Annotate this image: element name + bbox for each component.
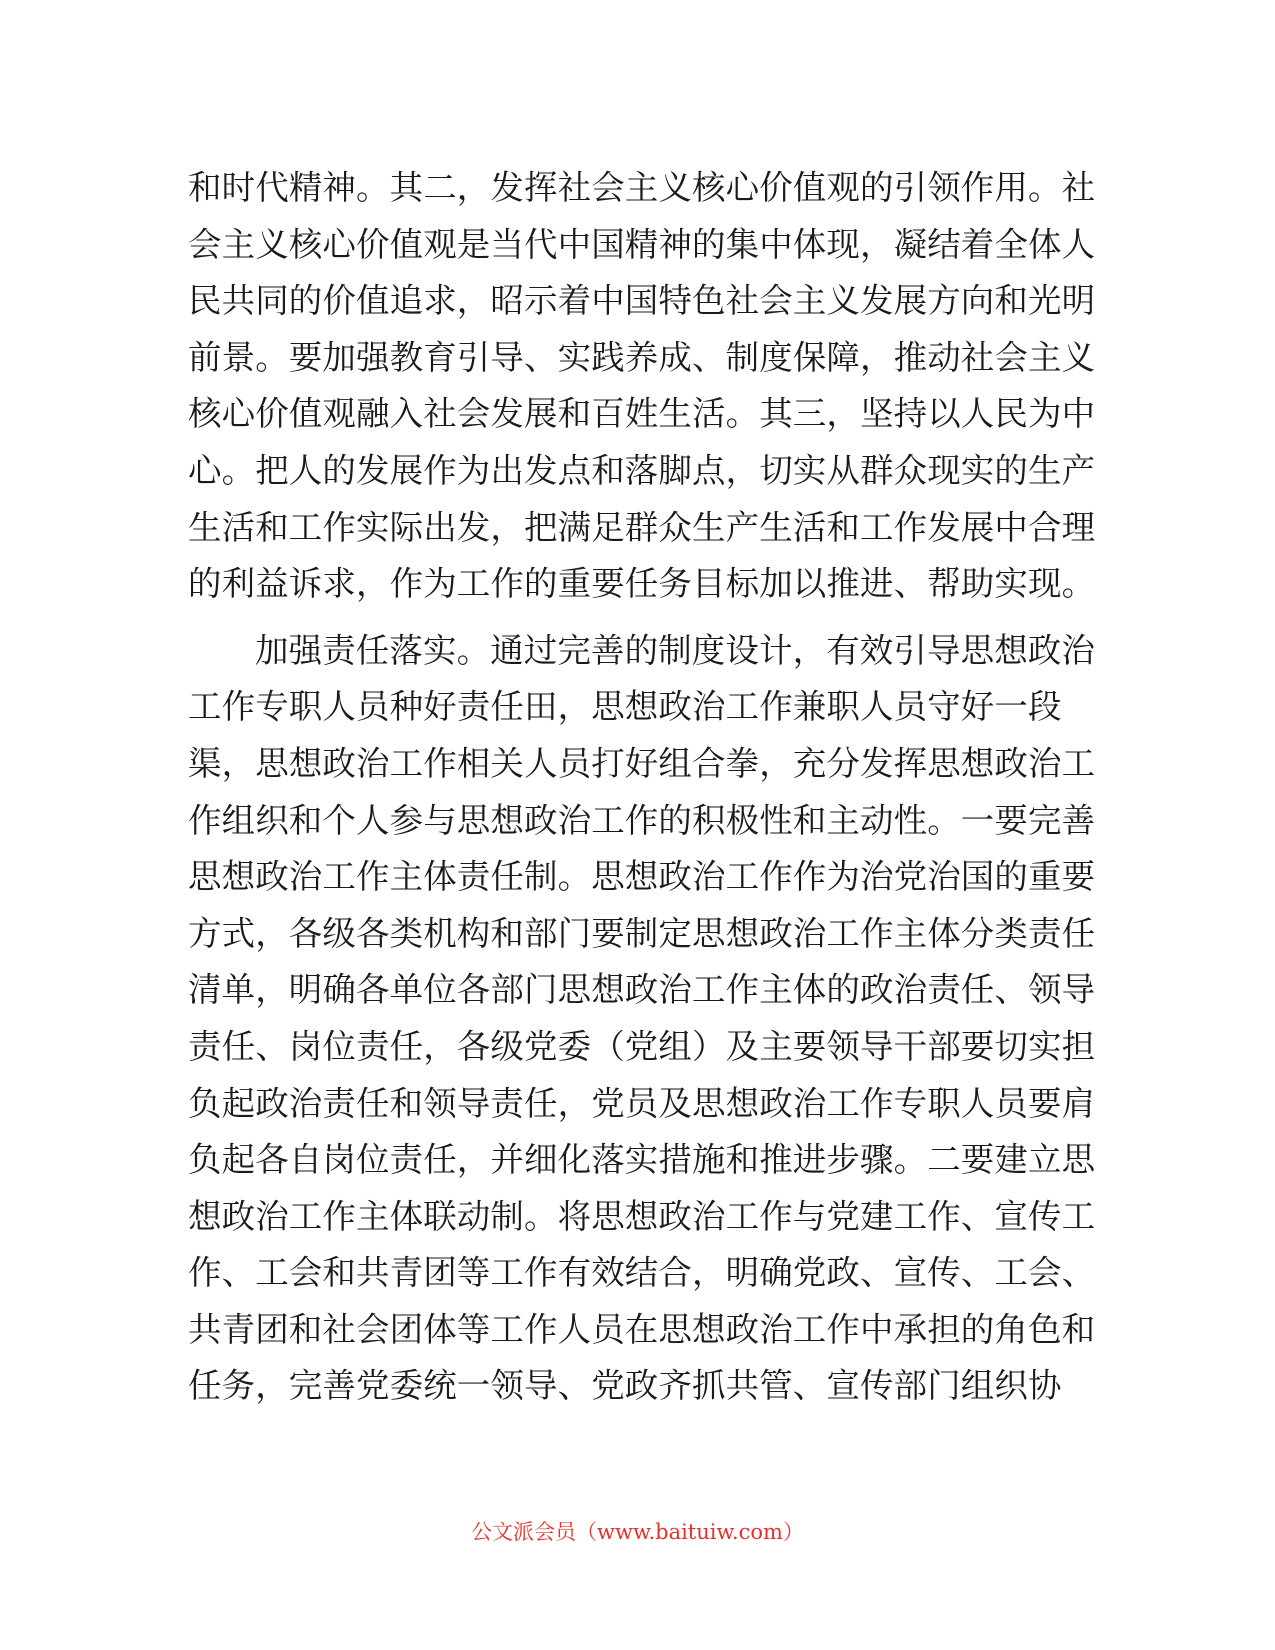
text-line: 心。把人的发展作为出发点和落脚点，切实从群众现实的生产 [188, 450, 1096, 490]
text-line: 清单，明确各单位各部门思想政治工作主体的政治责任、领导 [188, 970, 1096, 1010]
text-line: 负起政治责任和领导责任，党员及思想政治工作专职人员要肩 [188, 1083, 1096, 1123]
text-line: 的利益诉求，作为工作的重要任务目标加以推进、帮助实现。 [188, 564, 1096, 604]
paragraph-1 [188, 160, 1096, 613]
text-line: 生活和工作实际出发，把满足群众生产生活和工作发展中合理 [188, 507, 1096, 547]
text-line: 任务，完善党委统一领导、党政齐抓共管、宣传部门组织协 [188, 1366, 1062, 1406]
text-line: 思想政治工作主体责任制。思想政治工作作为治党治国的重要 [188, 857, 1096, 897]
text-line: 核心价值观融入社会发展和百姓生活。其三，坚持以人民为中 [188, 394, 1096, 434]
text-line: 会主义核心价值观是当代中国精神的集中体现，凝结着全体人 [188, 224, 1096, 264]
text-line: 工作专职人员种好责任田，思想政治工作兼职人员守好一段 [188, 687, 1062, 727]
text-line: 作、工会和共青团等工作有效结合，明确党政、宣传、工会、 [188, 1253, 1096, 1293]
paragraph-spacer [188, 613, 1088, 623]
text-line: 民共同的价值追求，昭示着中国特色社会主义发展方向和光明 [188, 281, 1096, 321]
text-line: 责任、岗位责任，各级党委（党组）及主要领导干部要切实担 [188, 1026, 1096, 1066]
text-line: 和时代精神。其二，发挥社会主义核心价值观的引领作用。社 [188, 168, 1096, 207]
document-body [188, 160, 1096, 1415]
text-line: 方式，各级各类机构和部门要制定思想政治工作主体分类责任 [188, 913, 1096, 953]
footer-watermark: 公文派会员（www.baituiw.com） [471, 1520, 804, 1544]
text-line-indented: 加强责任落实。通过完善的制度设计，有效引导思想政治 [255, 630, 1095, 670]
text-line: 负起各自岗位责任，并细化落实措施和推进步骤。二要建立思 [188, 1140, 1096, 1180]
paragraph-2 [188, 623, 1096, 1415]
text-line: 作组织和个人参与思想政治工作的积极性和主动性。一要完善 [188, 800, 1096, 840]
text-line: 共青团和社会团体等工作人员在思想政治工作中承担的角色和 [188, 1309, 1096, 1349]
text-line: 渠，思想政治工作相关人员打好组合拳，充分发挥思想政治工 [188, 743, 1096, 783]
text-line: 前景。要加强教育引导、实践养成、制度保障，推动社会主义 [188, 337, 1096, 377]
text-line: 想政治工作主体联动制。将思想政治工作与党建工作、宣传工 [188, 1196, 1096, 1236]
